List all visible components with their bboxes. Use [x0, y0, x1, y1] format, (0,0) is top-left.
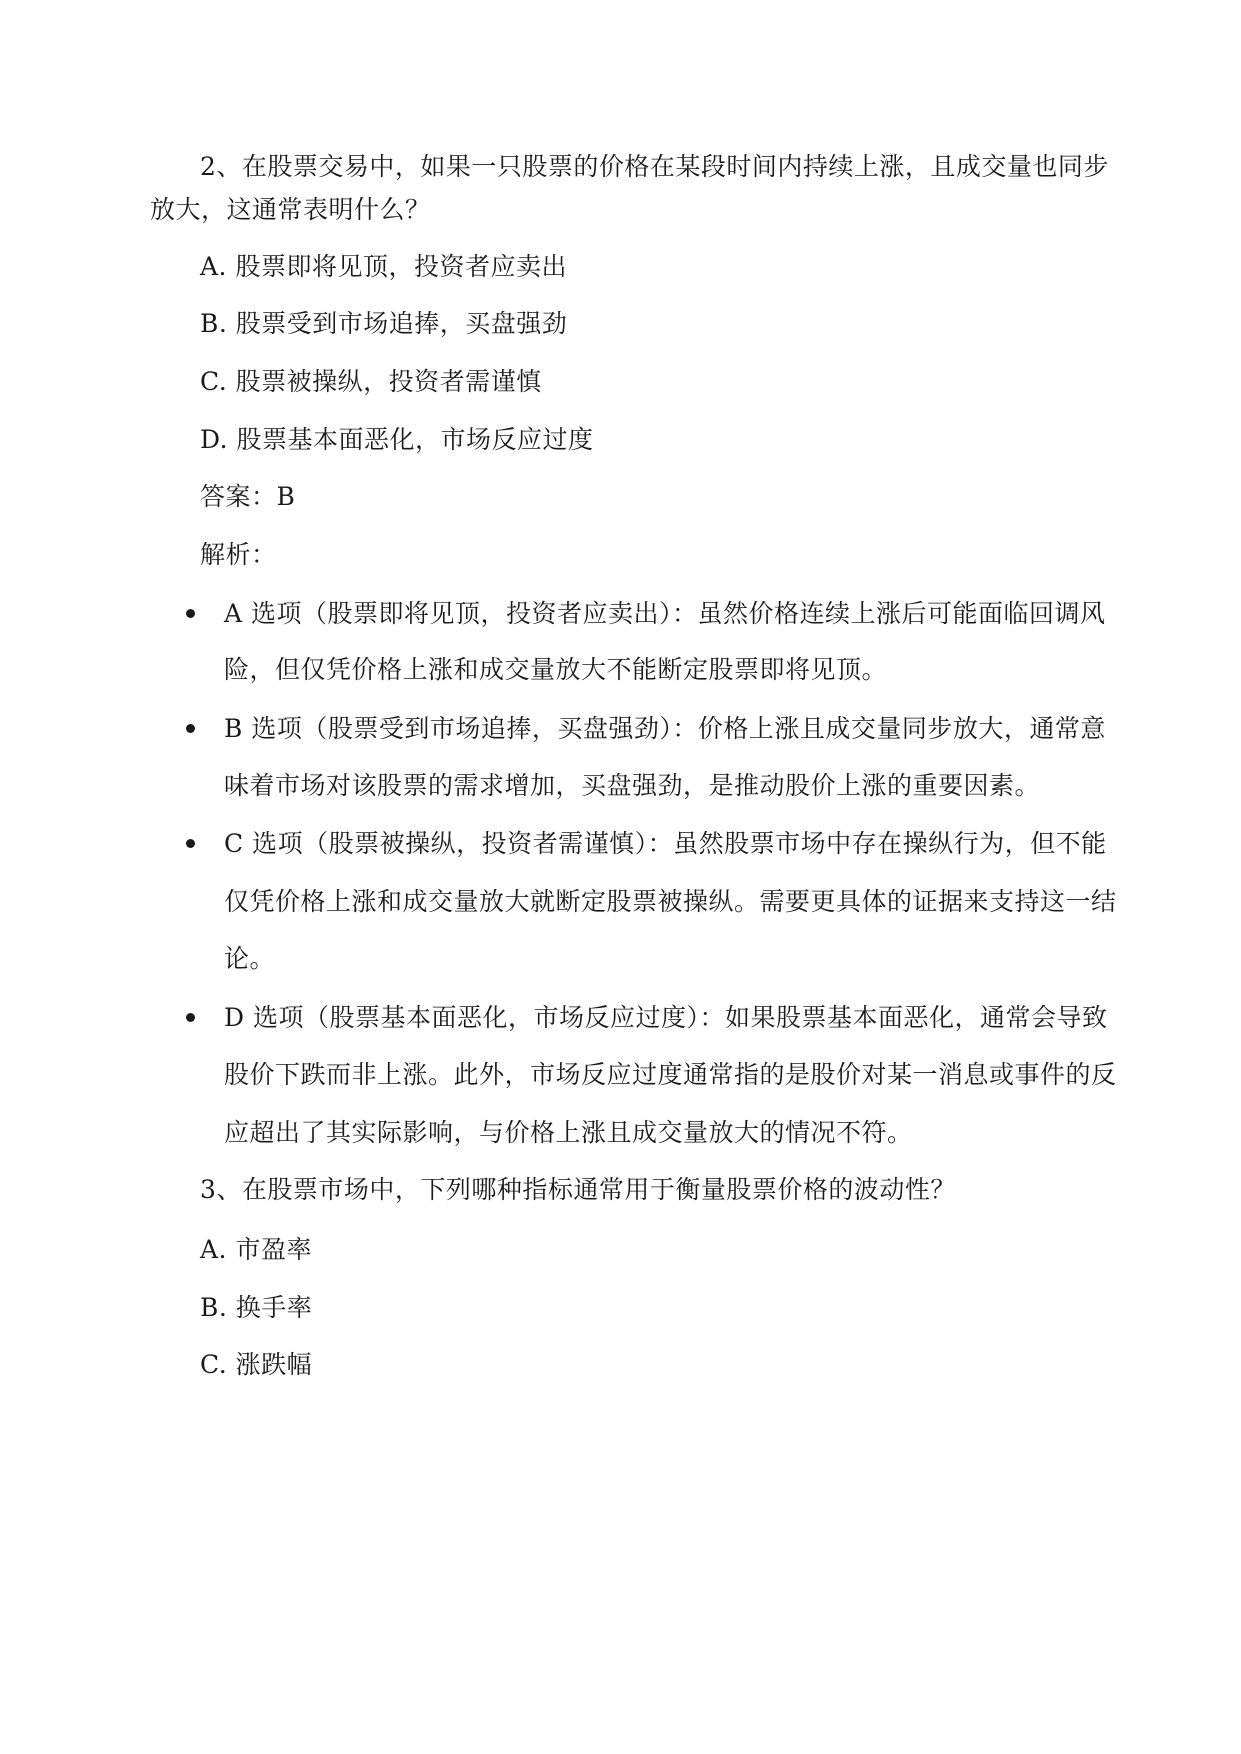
- question-2-option-a: A. 股票即将见顶，投资者应卖出: [200, 252, 567, 281]
- analysis-d-line-3: 应超出了其实际影响，与价格上涨且成交量放大的情况不符。: [224, 1118, 913, 1147]
- analysis-a-line-2: 险，但仅凭价格上涨和成交量放大不能断定股票即将见顶。: [224, 655, 888, 684]
- question-2-analysis-label: 解析：: [200, 540, 277, 569]
- bullet-icon: [186, 839, 195, 848]
- question-3-stem: 3、在股票市场中，下列哪种指标通常用于衡量股票价格的波动性？: [200, 1175, 956, 1204]
- analysis-c-line-2: 仅凭价格上涨和成交量放大就断定股票被操纵。需要更具体的证据来支持这一结: [224, 887, 1117, 916]
- question-2-option-d: D. 股票基本面恶化，市场反应过度: [200, 425, 594, 454]
- question-3-option-c: C. 涨跌幅: [200, 1350, 313, 1379]
- bullet-icon: [186, 609, 195, 618]
- question-3-option-a: A. 市盈率: [200, 1235, 312, 1264]
- question-2-stem-line-1: 2、在股票交易中，如果一只股票的价格在某段时间内持续上涨，且成交量也同步: [200, 152, 1109, 181]
- analysis-d-line-1: D 选项（股票基本面恶化，市场反应过度）：如果股票基本面恶化，通常会导致: [224, 1003, 1108, 1032]
- analysis-b-line-2: 味着市场对该股票的需求增加，买盘强劲，是推动股价上涨的重要因素。: [224, 771, 1041, 800]
- bullet-icon: [186, 1013, 195, 1022]
- bullet-icon: [186, 724, 195, 733]
- analysis-c-line-3: 论。: [224, 944, 276, 973]
- question-2-stem-line-2: 放大，这通常表明什么？: [150, 195, 431, 224]
- question-2-option-b: B. 股票受到市场追捧，买盘强劲: [200, 309, 568, 338]
- question-2-option-c: C. 股票被操纵，投资者需谨慎: [200, 367, 542, 396]
- analysis-d-line-2: 股价下跌而非上涨。此外，市场反应过度通常指的是股价对某一消息或事件的反: [224, 1060, 1117, 1089]
- question-3-option-b: B. 换手率: [200, 1293, 313, 1322]
- analysis-b-line-1: B 选项（股票受到市场追捧，买盘强劲）：价格上涨且成交量同步放大，通常意: [224, 714, 1106, 743]
- analysis-c-line-1: C 选项（股票被操纵，投资者需谨慎）：虽然股票市场中存在操纵行为，但不能: [224, 829, 1107, 858]
- analysis-a-line-1: A 选项（股票即将见顶，投资者应卖出）：虽然价格连续上涨后可能面临回调风: [224, 599, 1106, 628]
- question-2-answer: 答案：B: [200, 482, 296, 511]
